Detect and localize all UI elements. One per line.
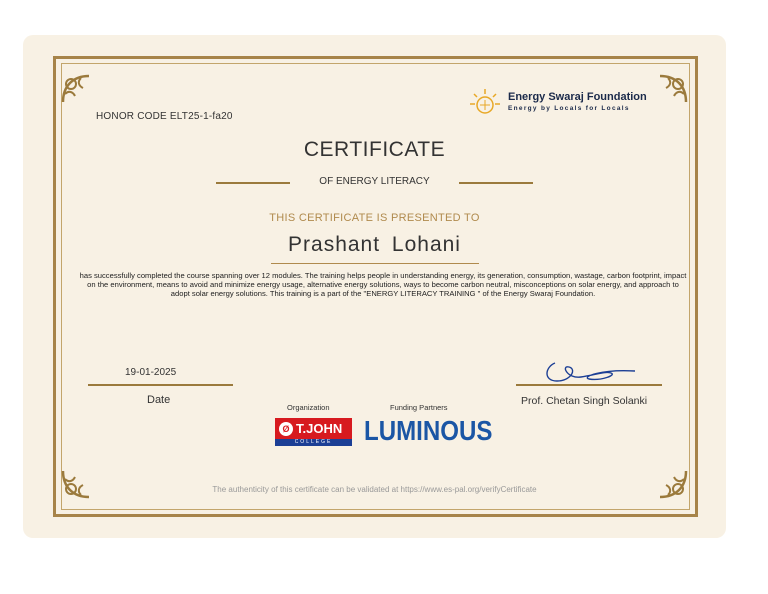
date-label: Date bbox=[147, 394, 171, 406]
t-john-logo-text: T.JOHN bbox=[296, 421, 343, 436]
organization-label: Organization bbox=[287, 403, 330, 412]
luminous-logo: LUMINOUS bbox=[364, 415, 493, 446]
recipient-name: Prashant Lohani bbox=[288, 233, 461, 256]
certificate-title: CERTIFICATE bbox=[303, 138, 446, 161]
date-line bbox=[88, 384, 233, 386]
t-john-logo-subtext: COLLEGE bbox=[294, 439, 333, 445]
honor-code: HONOR CODE ELT25-1-fa20 bbox=[96, 111, 233, 122]
presented-to-label: THIS CERTIFICATE IS PRESENTED TO bbox=[269, 212, 480, 224]
corner-ornament-icon bbox=[654, 465, 690, 501]
subtitle-rule-right bbox=[459, 182, 533, 184]
signature-icon bbox=[541, 357, 641, 387]
corner-ornament-icon bbox=[59, 465, 95, 501]
validation-note: The authenticity of this certificate can be validated at https://www.es-pal.org/verifyCertificate bbox=[212, 485, 537, 494]
signatory-name: Prof. Chetan Singh Solanki bbox=[521, 395, 648, 407]
recipient-underline bbox=[271, 263, 479, 264]
funding-partners-label: Funding Partners bbox=[390, 403, 448, 412]
sun-logo-icon bbox=[469, 87, 501, 119]
certificate-subtitle: OF ENERGY LITERACY bbox=[319, 176, 430, 187]
brand-tagline: Energy by Locals for Locals bbox=[508, 105, 630, 112]
corner-ornament-icon bbox=[654, 72, 690, 108]
date-value: 19-01-2025 bbox=[125, 367, 177, 378]
signature-line bbox=[516, 384, 662, 386]
certificate bbox=[23, 35, 726, 538]
brand-name: Energy Swaraj Foundation bbox=[508, 91, 647, 103]
t-john-college-logo bbox=[275, 418, 352, 446]
certificate-description: has successfully completed the course spanning over 12 modules. The training helps people in understanding energy, its generation, consumption, wastage, carbon footprint, impact on the environment, means to avoid and minimize energy usage, alternative energy solutions, ways to become carbon neutral, misconceptions on solar energy, and approach to adopt solar energy solutions. This training is a part of the "ENERGY LITERACY TRAINING " of the Energy Swaraj Foundation. bbox=[79, 271, 687, 299]
t-john-emblem-icon: Ø bbox=[279, 422, 293, 436]
corner-ornament-icon bbox=[59, 72, 95, 108]
